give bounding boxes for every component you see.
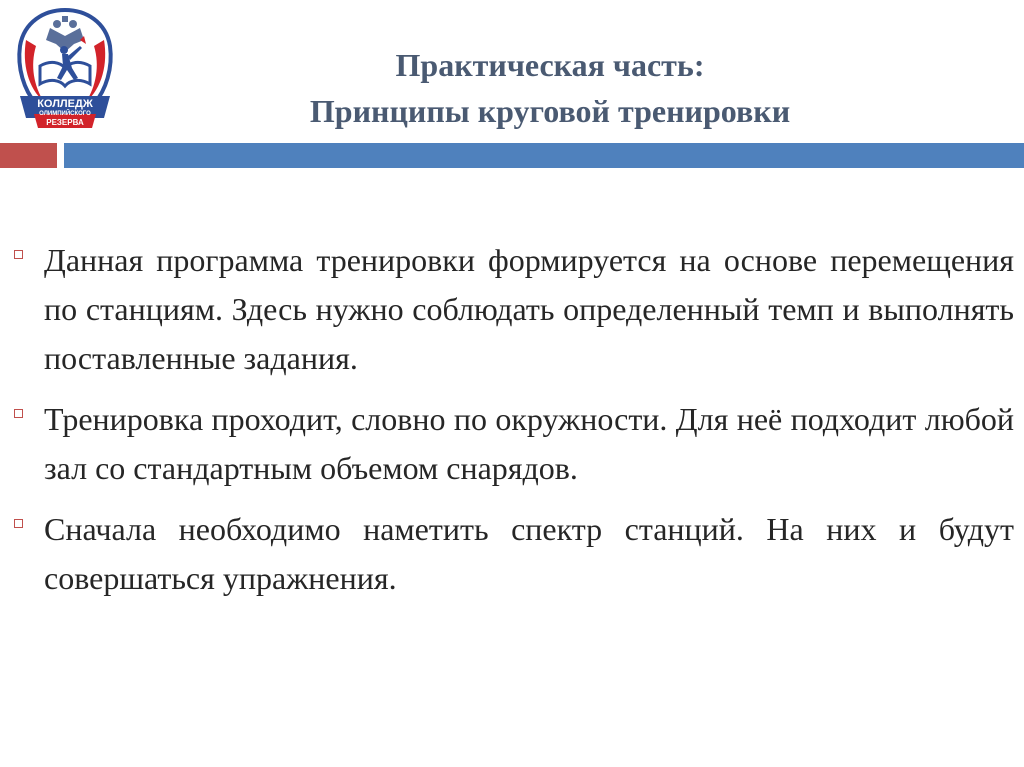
logo-text-mid: ОЛИМПИЙСКОГО bbox=[39, 111, 91, 117]
square-bullet-icon bbox=[14, 409, 23, 418]
bullet-item bbox=[14, 395, 1014, 493]
bullet-item bbox=[14, 505, 1014, 603]
college-logo bbox=[14, 6, 116, 132]
bullet-text: Тренировка проходит, словно по окружности. Для неё подходит любой зал со стандартным объемом снарядов. bbox=[44, 401, 1014, 486]
bullet-item bbox=[14, 236, 1014, 383]
slide-content bbox=[14, 236, 1014, 615]
slide-title bbox=[120, 42, 980, 134]
square-bullet-icon bbox=[14, 250, 23, 259]
logo-text-top: КОЛЛЕДЖ bbox=[37, 98, 93, 110]
square-bullet-icon bbox=[14, 519, 23, 528]
bullet-text: Сначала необходимо наметить спектр станций. На них и будут совершаться упражнения. bbox=[44, 511, 1014, 596]
slide-title-line-1: Практическая часть: bbox=[395, 47, 705, 83]
logo-text-bottom: РЕЗЕРВА bbox=[46, 118, 84, 127]
accent-bar-blue bbox=[64, 143, 1024, 168]
bullet-text: Данная программа тренировки формируется на основе перемещения по станциям. Здесь нужно соблюдать определенный темп и выполнять поставленные задания. bbox=[44, 242, 1014, 376]
accent-bar-red bbox=[0, 143, 57, 168]
slide-title-line-2: Принципы круговой тренировки bbox=[309, 93, 791, 129]
